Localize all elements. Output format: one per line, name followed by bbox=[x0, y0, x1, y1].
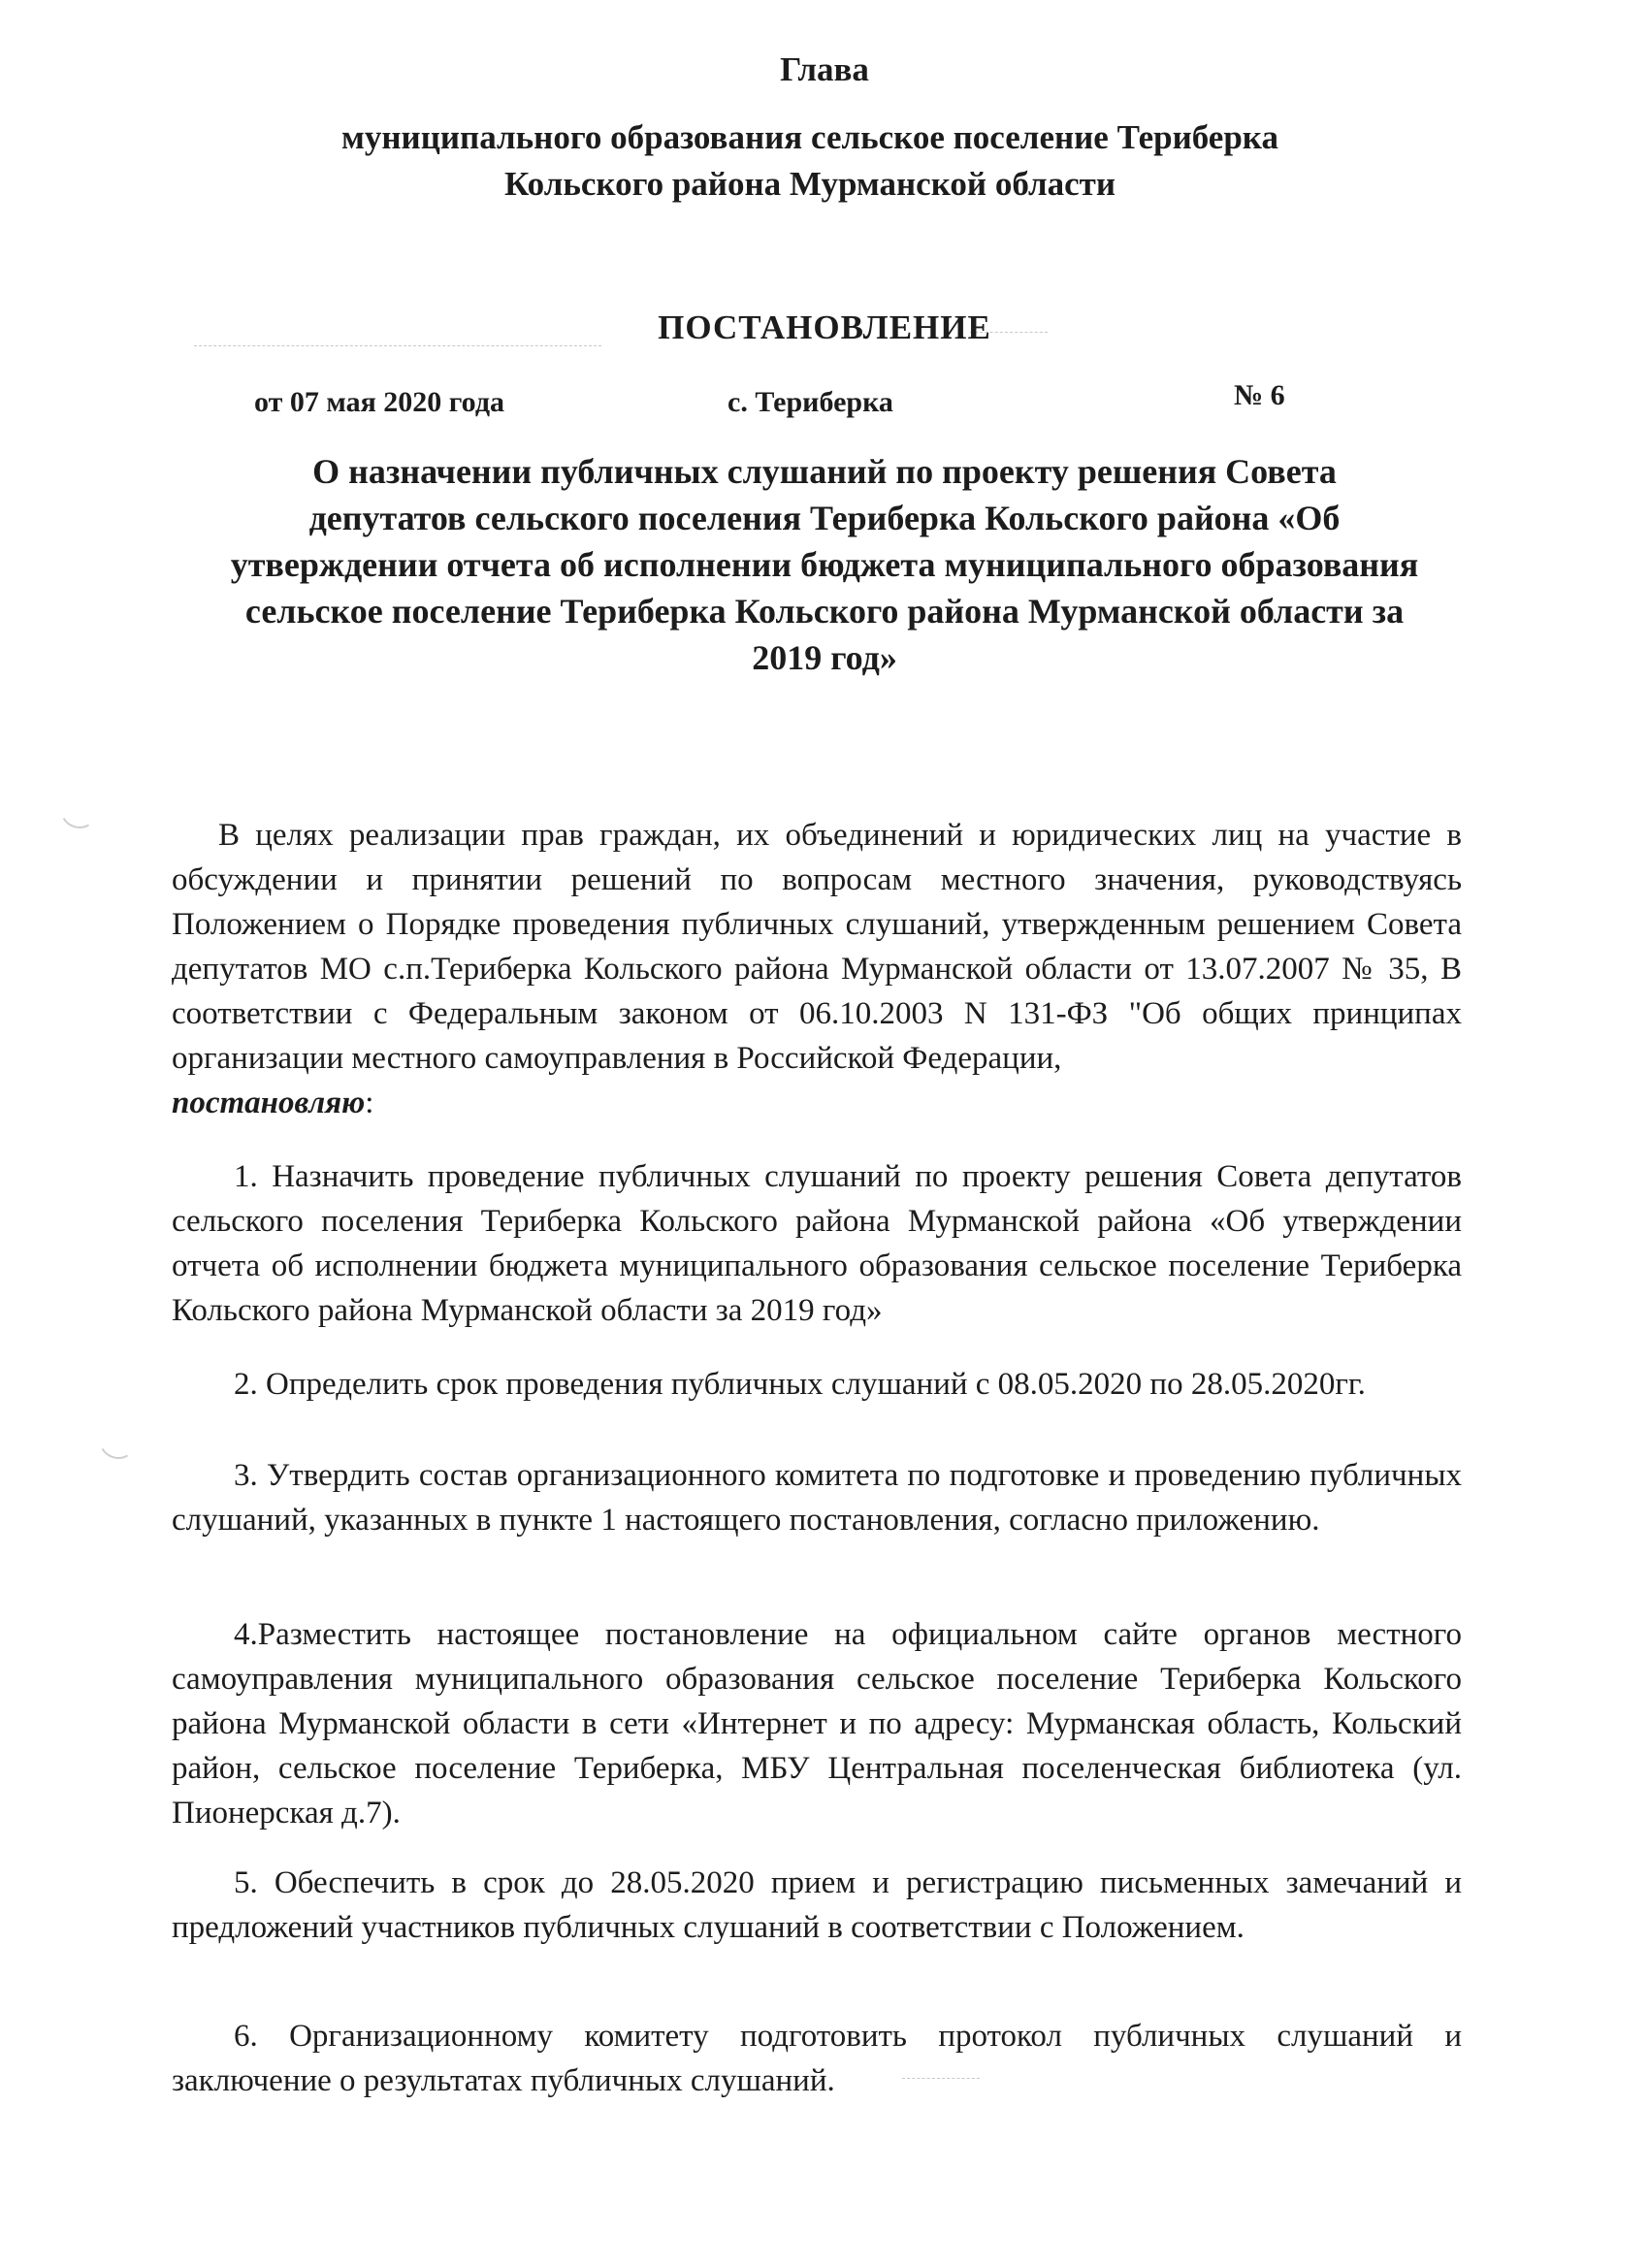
hole-punch-mark bbox=[56, 786, 104, 833]
document-subject bbox=[136, 448, 1513, 681]
document-place: с. Териберка bbox=[728, 386, 893, 418]
subject-line: депутатов сельского поселения Териберка Кольского района «Об bbox=[308, 499, 1341, 537]
document-number: № 6 bbox=[1234, 379, 1285, 411]
resolution-item-3: 3. Утвердить состав организационного комитета по подготовке и проведению публичных слушаний, указанных в пункте 1 настоящего постановления, согласно приложению. bbox=[172, 1458, 1462, 1538]
organization-line: муниципального образования сельское поселение Териберка bbox=[341, 118, 1278, 156]
resolution-item-5: 5. Обеспечить в срок до 28.05.2020 прием и регистрацию письменных замечаний и предложений участников публичных слушаний в соответствии с Положением. bbox=[172, 1865, 1462, 1945]
resolve-suffix: : bbox=[365, 1085, 374, 1120]
resolution-item-2: 2. Определить срок проведения публичных слушаний с 08.05.2020 по 28.05.2020гг. bbox=[234, 1367, 1366, 1402]
hole-punch-mark bbox=[95, 1416, 143, 1464]
subject-line: сельское поселение Териберка Кольского района Мурманской области за bbox=[244, 592, 1405, 631]
document-type: ПОСТАНОВЛЕНИЕ bbox=[658, 308, 991, 346]
preamble-text: В целях реализации прав граждан, их объединений и юридических лиц на участие в обсуждении и принятии решений по вопросам местного значения, руководствуясь Положением о Порядке проведения публичных слушаний, утвержденным решением Совета депутатов МО с.п.Териберка Кольского района Мурманской области от 13.07.2007 № 35, В соответствии с Федеральным законом от 06.10.2003 N 131-ФЗ "Об общих принципах организации местного самоуправления в Российской Федерации, bbox=[172, 818, 1462, 1076]
document-date: от 07 мая 2020 года bbox=[254, 386, 504, 418]
preamble bbox=[172, 813, 1462, 1125]
document-title: Глава bbox=[780, 50, 869, 88]
organization-name bbox=[184, 114, 1436, 208]
resolution-item-6: 6. Организационному комитету подготовить протокол публичных слушаний и заключение о результатах публичных слушаний. bbox=[172, 2019, 1462, 2098]
resolve-word: постановляю bbox=[172, 1085, 366, 1120]
subject-line: 2019 год» bbox=[752, 638, 897, 677]
resolution-item-1: 1. Назначить проведение публичных слушаний по проекту решения Совета депутатов сельского поселения Териберка Кольского района Мурманской района «Об утверждении отчета об исполнении бюджета муниципального образования сельское поселение Териберка Кольского района Мурманской области за 2019 год» bbox=[172, 1159, 1462, 1328]
subject-line: О назначении публичных слушаний по проекту решения Совета bbox=[312, 452, 1337, 491]
subject-line: утверждении отчета об исполнении бюджета муниципального образования bbox=[230, 545, 1419, 584]
organization-line: Кольского района Мурманской области bbox=[504, 165, 1116, 203]
resolution-item-4: 4.Разместить настоящее постановление на официальном сайте органов местного самоуправления муниципального образования сельское поселение Териберка Кольского района Мурманской области в сети «Интернет и по адресу: Мурманская область, Кольский район, сельское поселение Териберка, МБУ Центральная поселенческая библиотека (ул. Пионерская д.7). bbox=[172, 1617, 1462, 1831]
preamble-paragraph bbox=[172, 813, 1462, 1125]
